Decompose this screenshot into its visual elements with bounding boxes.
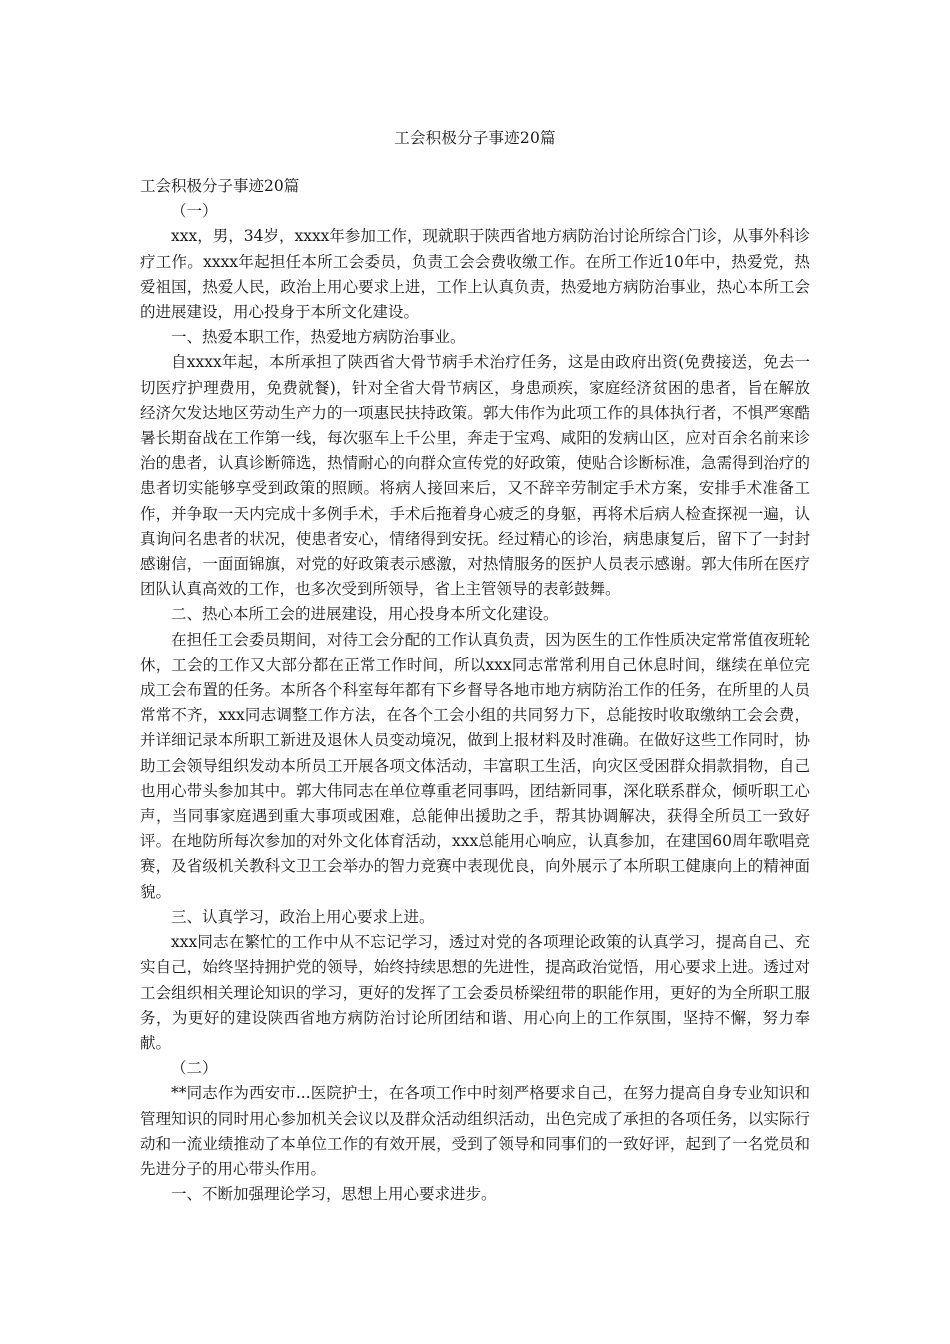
paragraph: **同志作为西安市...医院护士，在各项工作中时刻严格要求自己，在努力提高自身专业知识和管理知识的同时用心参加机关会议以及群众活动组织活动，出色完成了承担的各项任务，以实际行动和一流业绩推动了本单位工作的有效开展，受到了领导和同事们的一致好评，起到了一名党员和先进分子的用心带头作用。 [140, 1084, 810, 1178]
section-marker: （一） [171, 202, 218, 221]
paragraph: xxx，男，34岁，xxxx年参加工作，现就职于陕西省地方病防治讨论所综合门诊，从事外科诊疗工作。xxxx年起担任本所工会委员，负责工会会费收缴工作。在所工作近10年中，热爱党，热爱祖国，热爱人民，政治上用心要求上进，工作上认真负责，热爱地方病防治事业，热心本所工会的进展建设，用心投身于本所文化建设。 [140, 227, 810, 322]
section-title: 工会积极分子事迹20篇 [140, 177, 300, 195]
heading: 一、热爱本职工作，热爱地方病防治事业。 [171, 328, 466, 347]
heading: 一、不断加强理论学习，思想上用心要求进步。 [171, 1185, 497, 1204]
paragraph: 在担任工会委员期间，对待工会分配的工作认真负责，因为医生的工作性质决定常常值夜班轮休，工会的工作又大部分都在正常工作时间，所以xxx同志常常利用自己休息时间，继续在单位完成工会布置的任务。本所各个科室每年都有下乡督导各地市地方病防治工作的任务，在所里的人员常常不齐，xxx同志调整工作方法，在各个工会小组的共同努力下，总能按时收取缴纳工会会费，并详细记录本所职工新进及退休人员变动境况，做到上报材料及时准确。在做好这些工作同时，协助工会领导组织发动本所员工开展各项文体活动，丰富职工生活，向灾区受困群众捐款捐物，自己也用心带头参加其中。郭大伟同志在单位尊重老同事吗，团结新同事，深化联系群众，倾听职工心声，当同事家庭遇到重大事项或困难，总能伸出援助之手，帮其协调解决，获得全所员工一致好评。在地防所每次参加的对外文化体育活动，xxx总能用心响应，认真参加，在建国60周年歌唱竞赛，及省级机关教科文卫工会举办的智力竞赛中表现优良，向外展示了本所职工健康向上的精神面貌。 [140, 630, 810, 901]
document-body [140, 174, 810, 1207]
paragraph: 自xxxx年起，本所承担了陕西省大骨节病手术治疗任务，这是由政府出资(免费接送，免去一切医疗护理费用，免费就餐)，针对全省大骨节病区，身患顽疾，家庭经济贫困的患者，旨在解放经济欠发达地区劳动生产力的一项惠民扶持政策。郭大伟作为此项工作的具体执行者，不惧严寒酷暑长期奋战在工作第一线，每次驱车上千公里，奔走于宝鸡、咸阳的发病山区，应对百余名前来诊治的患者，认真诊断筛选，热情耐心的向群众宣传党的好政策，使贴合诊断标准，急需得到治疗的患者切实能够享受到政策的照顾。将病人接回来后，又不辞辛劳制定手术方案，安排手术准备工作，并争取一天内完成十多例手术，手术后拖着身心疲乏的身躯，再将术后病人检查探视一遍，认真询问名患者的状况，使患者安心，情绪得到安抚。经过精心的诊治，病患康复后，留下了一封封感谢信，一面面锦旗，对党的好政策表示感激，对热情服务的医护人员表示感谢。郭大伟所在医疗团队认真高效的工作，也多次受到所领导，省上主管领导的表彰鼓舞。 [140, 353, 810, 599]
heading: 二、热心本所工会的进展建设，用心投身本所文化建设。 [171, 605, 559, 624]
document-title: 工会积极分子事迹20篇 [394, 129, 556, 147]
section-marker: （二） [171, 1059, 218, 1078]
heading: 三、认真学习，政治上用心要求上进。 [171, 907, 435, 926]
paragraph: xxx同志在繁忙的工作中从不忘记学习，透过对党的各项理论政策的认真学习，提高自己、充实自己，始终坚持拥护党的领导，始终持续思想的先进性，提高政治觉悟，用心要求上进。透过对工会组织相关理论知识的学习，更好的发挥了工会委员桥梁纽带的职能作用，更好的为全所职工服务，为更好的建设陕西省地方病防治讨论所团结和谐、用心向上的工作氛围，坚持不懈，努力奉献。 [140, 933, 810, 1052]
